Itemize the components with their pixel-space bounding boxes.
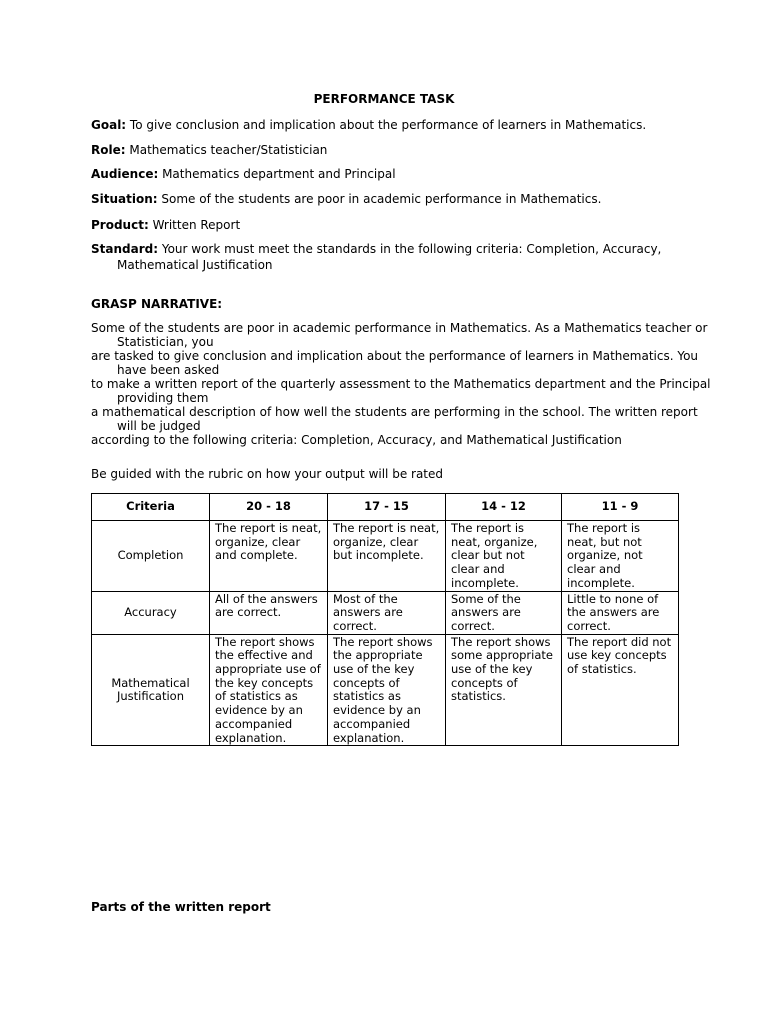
narrative-continuation: Statistician, you <box>117 335 214 349</box>
narrative-continuation: providing them <box>117 391 209 405</box>
rubric-cell: All of the answers are correct. <box>210 591 328 634</box>
rubric-cell: Some of the answers are correct. <box>446 591 562 634</box>
rubric-cell: The report is neat, organize, clear and complete. <box>210 521 328 592</box>
rubric-cell: The report shows some appropriate use of the key concepts of statistics. <box>446 634 562 746</box>
goal-label: Goal: <box>91 118 127 132</box>
rubric-cell: The report is neat, organize, clear but not clear and incomplete. <box>446 521 562 592</box>
rubric-row-accuracy <box>92 591 679 634</box>
narrative-continuation: have been asked <box>117 363 220 377</box>
narrative-line: a mathematical description of how well the students are performing in the school. The written report <box>91 405 698 419</box>
standard-continuation: Mathematical Justification <box>117 258 273 272</box>
rubric-cell: Little to none of the answers are correct. <box>562 591 679 634</box>
role-text: Mathematics teacher/Statistician <box>125 143 328 157</box>
standard-label: Standard: <box>91 242 159 256</box>
rubric-intro: Be guided with the rubric on how your output will be rated <box>91 467 444 481</box>
situation-line <box>91 191 681 207</box>
narrative-heading: GRASP NARRATIVE: <box>91 297 223 311</box>
grasp-narrative <box>91 321 711 447</box>
product-text: Written Report <box>148 218 241 232</box>
rubric-cell: The report did not use key concepts of statistics. <box>562 634 679 746</box>
situation-text: Some of the students are poor in academic performance in Mathematics. <box>157 192 602 206</box>
rubric-header-score: 20 - 18 <box>210 494 328 521</box>
standard-text: Your work must meet the standards in the following criteria: Completion, Accuracy, <box>158 242 662 256</box>
narrative-line: according to the following criteria: Completion, Accuracy, and Mathematical Justification <box>91 433 622 447</box>
product-label: Product: <box>91 218 149 232</box>
rubric-header-score: 14 - 12 <box>446 494 562 521</box>
rubric-cell: The report shows the appropriate use of the key concepts of statistics as evidence by an accompanied explanation. <box>328 634 446 746</box>
criteria-cell: Mathematical Justification <box>92 634 210 746</box>
page-title: PERFORMANCE TASK <box>313 92 455 106</box>
goal-text: To give conclusion and implication about the performance of learners in Mathematics. <box>126 118 647 132</box>
situation-label: Situation: <box>91 192 158 206</box>
rubric-header-row <box>92 494 679 521</box>
product-line <box>91 217 681 233</box>
rubric-row-completion <box>92 521 679 592</box>
narrative-continuation: will be judged <box>117 419 201 433</box>
criteria-cell: Completion <box>92 521 210 592</box>
narrative-line: to make a written report of the quarterly assessment to the Mathematics department and the Principal <box>91 377 711 391</box>
role-label: Role: <box>91 143 126 157</box>
rubric-cell: The report is neat, organize, clear but incomplete. <box>328 521 446 592</box>
goal-line <box>91 117 681 133</box>
role-line <box>91 142 681 158</box>
narrative-line: Some of the students are poor in academic performance in Mathematics. As a Mathematics teacher or <box>91 321 708 335</box>
parts-heading: Parts of the written report <box>91 900 271 914</box>
rubric-table <box>91 493 679 746</box>
rubric-cell: Most of the answers are correct. <box>328 591 446 634</box>
rubric-cell: The report shows the effective and appropriate use of the key concepts of statistics as evidence by an accompanied explanation. <box>210 634 328 746</box>
rubric-header-score: 11 - 9 <box>562 494 679 521</box>
rubric-cell: The report is neat, but not organize, not clear and incomplete. <box>562 521 679 592</box>
criteria-cell: Accuracy <box>92 591 210 634</box>
standard-line <box>91 241 681 257</box>
audience-label: Audience: <box>91 167 159 181</box>
audience-line <box>91 166 681 182</box>
rubric-header-criteria: Criteria <box>92 494 210 521</box>
narrative-line: are tasked to give conclusion and implication about the performance of learners in Mathematics. You <box>91 349 699 363</box>
rubric-header-score: 17 - 15 <box>328 494 446 521</box>
rubric-row-justification <box>92 634 679 746</box>
audience-text: Mathematics department and Principal <box>158 167 396 181</box>
